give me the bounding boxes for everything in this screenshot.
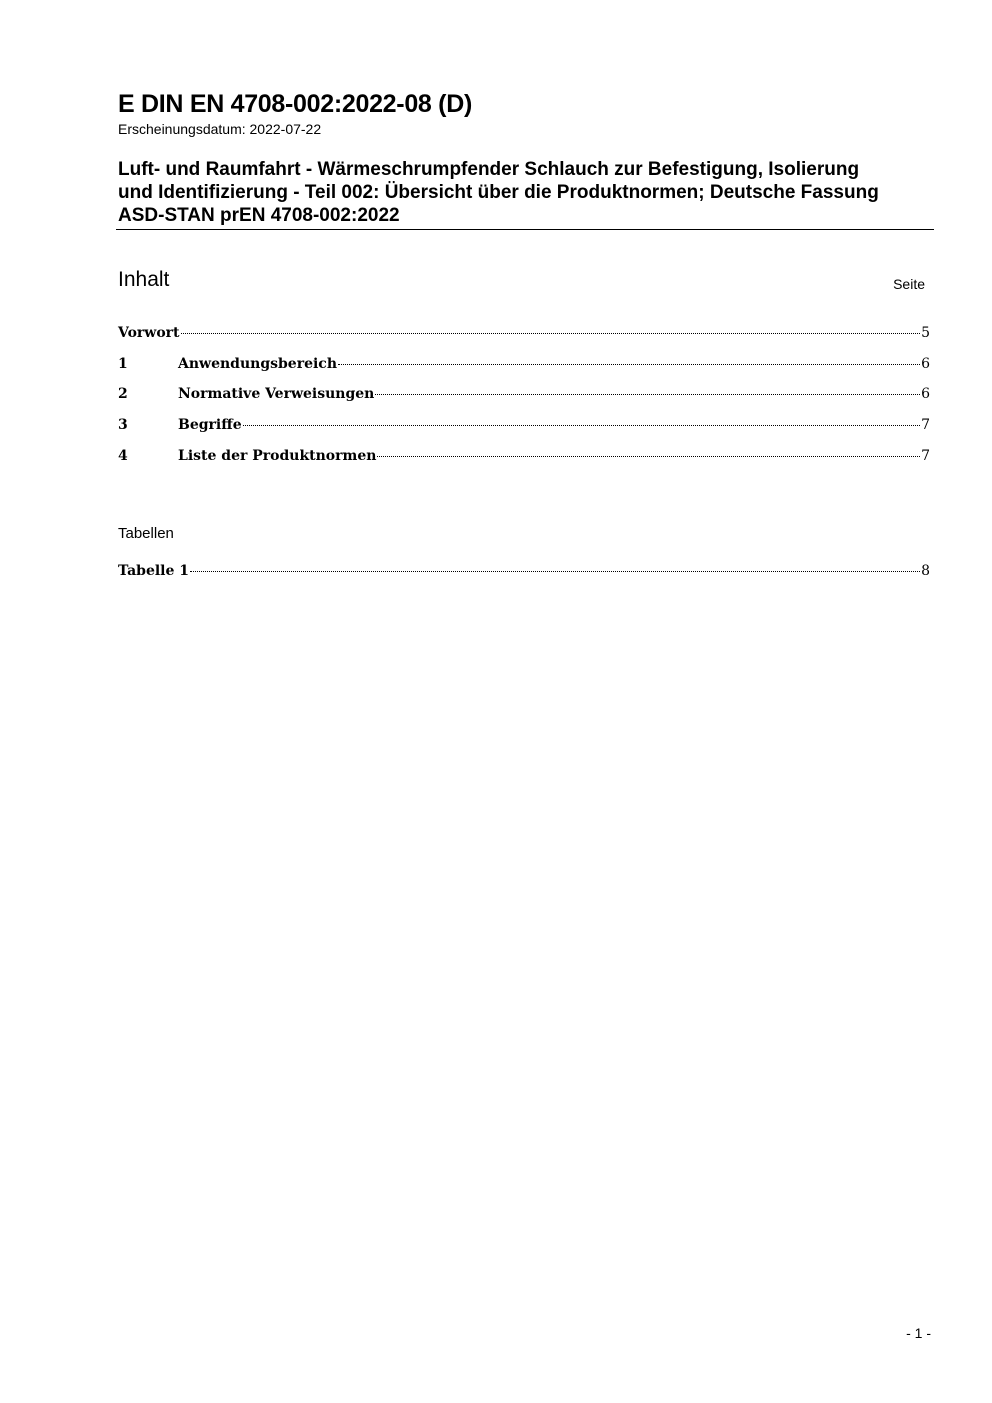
title-divider: [116, 229, 934, 230]
toc-entry-page: 7: [921, 447, 930, 464]
toc-leader: [377, 456, 920, 457]
document-id: E DIN EN 4708-002:2022-08 (D): [118, 90, 472, 118]
toc-entry-foreword[interactable]: [118, 325, 930, 356]
toc-entry-terms[interactable]: [118, 417, 930, 448]
toc-entry-page: 6: [921, 386, 930, 403]
toc-entry-normative-references[interactable]: [118, 386, 930, 417]
toc-entry-label: Anwendungsbereich: [178, 355, 337, 372]
toc-leader: [338, 364, 920, 365]
toc-entry-number: 1: [118, 355, 128, 372]
tables-entry[interactable]: [118, 563, 930, 594]
tables-list: [118, 563, 930, 594]
toc-entry-page: 6: [921, 355, 930, 372]
toc-entry-number: 3: [118, 417, 128, 434]
toc-entry-label: Vorwort: [118, 325, 180, 341]
document-title-line: ASD-STAN prEN 4708-002:2022: [118, 205, 400, 226]
toc-entry-product-standards[interactable]: [118, 448, 930, 479]
document-title-line: und Identifizierung - Teil 002: Übersicht über die Produktnormen; Deutsche Fassung: [118, 182, 879, 203]
toc-entry-number: 4: [118, 447, 128, 464]
toc-entry-number: 2: [118, 386, 128, 403]
toc-entry-scope[interactable]: [118, 356, 930, 387]
page-number: - 1 -: [906, 1325, 931, 1341]
tables-entry-label: Tabelle 1: [118, 563, 190, 579]
tables-heading: Tabellen: [118, 525, 174, 542]
toc-leader: [375, 394, 920, 395]
toc-leader: [181, 333, 921, 334]
page-column-label: Seite: [893, 276, 925, 292]
toc-entry-label: Liste der Produktnormen: [178, 447, 377, 464]
toc-entry-page: 7: [921, 417, 930, 434]
toc-entry-page: 5: [921, 325, 930, 341]
toc-leader: [243, 425, 920, 426]
toc-entry-label: Begriffe: [178, 417, 242, 434]
publication-date: Erscheinungsdatum: 2022-07-22: [118, 121, 322, 137]
toc-list: [118, 325, 930, 478]
document-title: [118, 158, 934, 227]
tables-entry-page: 8: [921, 563, 930, 579]
toc-entry-label: Normative Verweisungen: [178, 386, 375, 403]
toc-leader: [190, 571, 920, 572]
document-title-line: Luft- und Raumfahrt - Wärmeschrumpfender Schlauch zur Befestigung, Isolierung: [118, 159, 860, 180]
toc-heading: Inhalt: [118, 268, 170, 291]
